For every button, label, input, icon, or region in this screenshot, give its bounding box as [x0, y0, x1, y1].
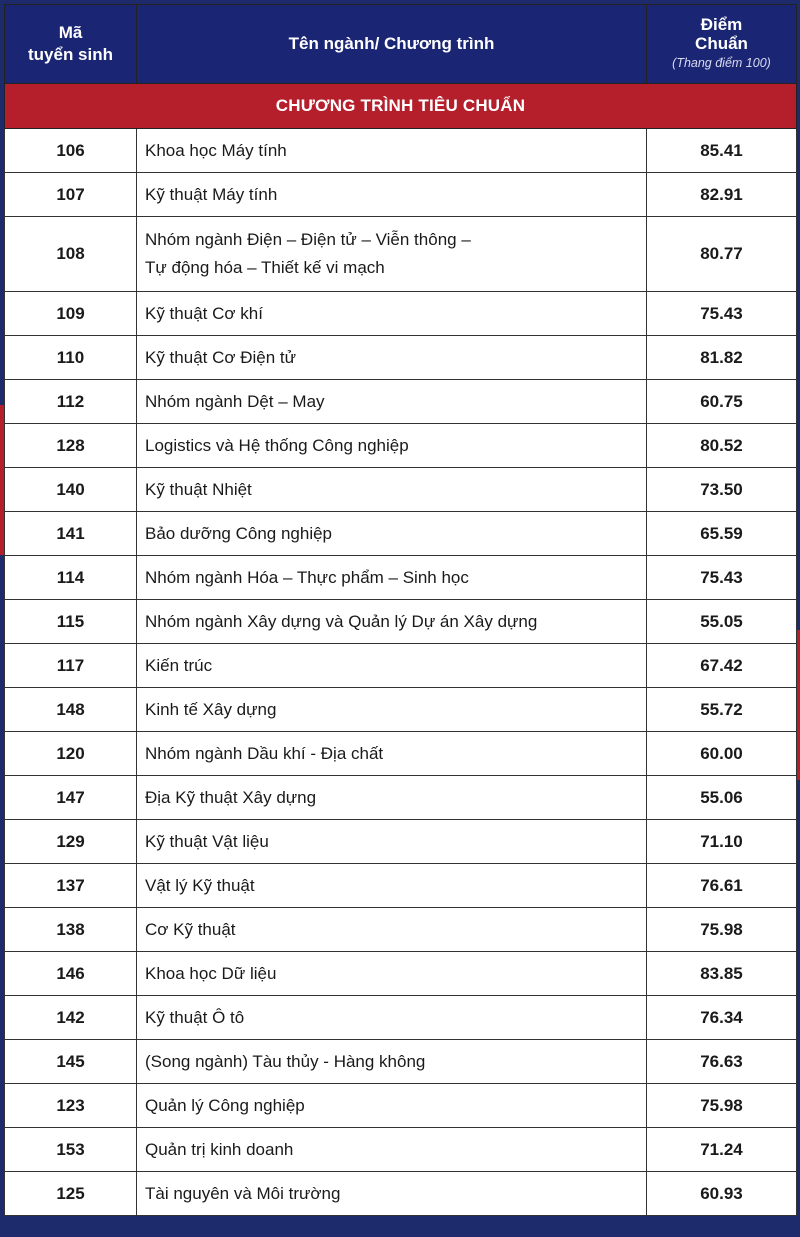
program-code: 108	[5, 217, 137, 292]
cutoff-score: 67.42	[647, 644, 797, 688]
cutoff-score: 71.24	[647, 1128, 797, 1172]
table-body	[5, 84, 797, 1216]
program-name: Tài nguyên và Môi trường	[137, 1172, 647, 1216]
cutoff-score: 83.85	[647, 952, 797, 996]
program-name: Quản trị kinh doanh	[137, 1128, 647, 1172]
table-row	[5, 1128, 797, 1172]
program-code: 129	[5, 820, 137, 864]
header-name: Tên ngành/ Chương trình	[137, 5, 647, 84]
header-score-line1: Điểm	[700, 15, 743, 34]
table-row	[5, 732, 797, 776]
program-name: Nhóm ngành Xây dựng và Quản lý Dự án Xây dựng	[137, 600, 647, 644]
program-code: 153	[5, 1128, 137, 1172]
program-name-line1: Nhóm ngành Điện – Điện tử – Viễn thông –	[145, 230, 471, 249]
cutoff-score: 81.82	[647, 336, 797, 380]
cutoff-score: 75.98	[647, 1084, 797, 1128]
cutoff-score: 75.43	[647, 556, 797, 600]
program-code: 106	[5, 129, 137, 173]
cutoff-score: 55.05	[647, 600, 797, 644]
program-code: 145	[5, 1040, 137, 1084]
program-code: 120	[5, 732, 137, 776]
program-code: 146	[5, 952, 137, 996]
table-row	[5, 644, 797, 688]
program-code: 117	[5, 644, 137, 688]
program-code: 125	[5, 1172, 137, 1216]
table-row	[5, 600, 797, 644]
program-name: (Song ngành) Tàu thủy - Hàng không	[137, 1040, 647, 1084]
cutoff-score: 71.10	[647, 820, 797, 864]
cutoff-score: 60.93	[647, 1172, 797, 1216]
table-row	[5, 908, 797, 952]
program-code: 112	[5, 380, 137, 424]
program-code: 141	[5, 512, 137, 556]
cutoff-score: 60.75	[647, 380, 797, 424]
cutoff-score: 76.61	[647, 864, 797, 908]
program-name: Bảo dưỡng Công nghiệp	[137, 512, 647, 556]
program-name: Logistics và Hệ thống Công nghiệp	[137, 424, 647, 468]
cutoff-score: 82.91	[647, 173, 797, 217]
program-name: Địa Kỹ thuật Xây dựng	[137, 776, 647, 820]
header-score-note: (Thang điểm 100)	[672, 56, 771, 70]
program-code: 115	[5, 600, 137, 644]
header-score	[647, 5, 797, 84]
program-name: Kỹ thuật Cơ khí	[137, 292, 647, 336]
program-name: Kỹ thuật Vật liệu	[137, 820, 647, 864]
cutoff-score: 85.41	[647, 129, 797, 173]
program-code: 142	[5, 996, 137, 1040]
program-name: Nhóm ngành Dệt – May	[137, 380, 647, 424]
header-code-line2: tuyển sinh	[27, 45, 113, 64]
program-name: Vật lý Kỹ thuật	[137, 864, 647, 908]
table-row	[5, 996, 797, 1040]
table-row	[5, 1172, 797, 1216]
program-name: Khoa học Máy tính	[137, 129, 647, 173]
program-name: Cơ Kỹ thuật	[137, 908, 647, 952]
program-code: 137	[5, 864, 137, 908]
table-row	[5, 820, 797, 864]
table-row	[5, 380, 797, 424]
admission-score-table	[4, 4, 797, 1216]
table-row	[5, 688, 797, 732]
program-name: Kỹ thuật Nhiệt	[137, 468, 647, 512]
cutoff-score: 75.43	[647, 292, 797, 336]
program-code: 123	[5, 1084, 137, 1128]
program-name: Kỹ thuật Ô tô	[137, 996, 647, 1040]
program-name: Kỹ thuật Cơ Điện tử	[137, 336, 647, 380]
program-code: 107	[5, 173, 137, 217]
header-code-line1: Mã	[58, 23, 83, 42]
header-code	[5, 5, 137, 84]
table-row	[5, 952, 797, 996]
table-row	[5, 1084, 797, 1128]
header-score-line2: Chuẩn	[695, 34, 748, 53]
program-name: Kỹ thuật Máy tính	[137, 173, 647, 217]
table-row	[5, 1040, 797, 1084]
program-name: Kiến trúc	[137, 644, 647, 688]
table-row	[5, 864, 797, 908]
table-row	[5, 217, 797, 292]
cutoff-score: 60.00	[647, 732, 797, 776]
program-code: 128	[5, 424, 137, 468]
header-row	[5, 5, 797, 84]
program-name: Quản lý Công nghiệp	[137, 1084, 647, 1128]
table-row	[5, 292, 797, 336]
section-title: CHƯƠNG TRÌNH TIÊU CHUẨN	[5, 84, 797, 129]
table-row	[5, 776, 797, 820]
program-name: Kinh tế Xây dựng	[137, 688, 647, 732]
program-code: 138	[5, 908, 137, 952]
table-header	[5, 5, 797, 84]
cutoff-score: 65.59	[647, 512, 797, 556]
cutoff-score: 80.77	[647, 217, 797, 292]
cutoff-score: 73.50	[647, 468, 797, 512]
cutoff-score: 55.72	[647, 688, 797, 732]
cutoff-score: 80.52	[647, 424, 797, 468]
program-name: Nhóm ngành Hóa – Thực phẩm – Sinh học	[137, 556, 647, 600]
table-row	[5, 173, 797, 217]
program-code: 148	[5, 688, 137, 732]
program-code: 109	[5, 292, 137, 336]
program-code: 114	[5, 556, 137, 600]
cutoff-score: 76.63	[647, 1040, 797, 1084]
table-row	[5, 468, 797, 512]
program-name-line2: Tự động hóa – Thiết kế vi mạch	[145, 258, 385, 277]
program-code: 140	[5, 468, 137, 512]
program-name: Nhóm ngành Dầu khí - Địa chất	[137, 732, 647, 776]
program-name: Khoa học Dữ liệu	[137, 952, 647, 996]
table-row	[5, 424, 797, 468]
cutoff-score: 55.06	[647, 776, 797, 820]
table-row	[5, 336, 797, 380]
program-code: 110	[5, 336, 137, 380]
program-code: 147	[5, 776, 137, 820]
cutoff-score: 75.98	[647, 908, 797, 952]
section-row	[5, 84, 797, 129]
table-row	[5, 129, 797, 173]
table-row	[5, 556, 797, 600]
table-row	[5, 512, 797, 556]
cutoff-score: 76.34	[647, 996, 797, 1040]
program-name	[137, 217, 647, 292]
